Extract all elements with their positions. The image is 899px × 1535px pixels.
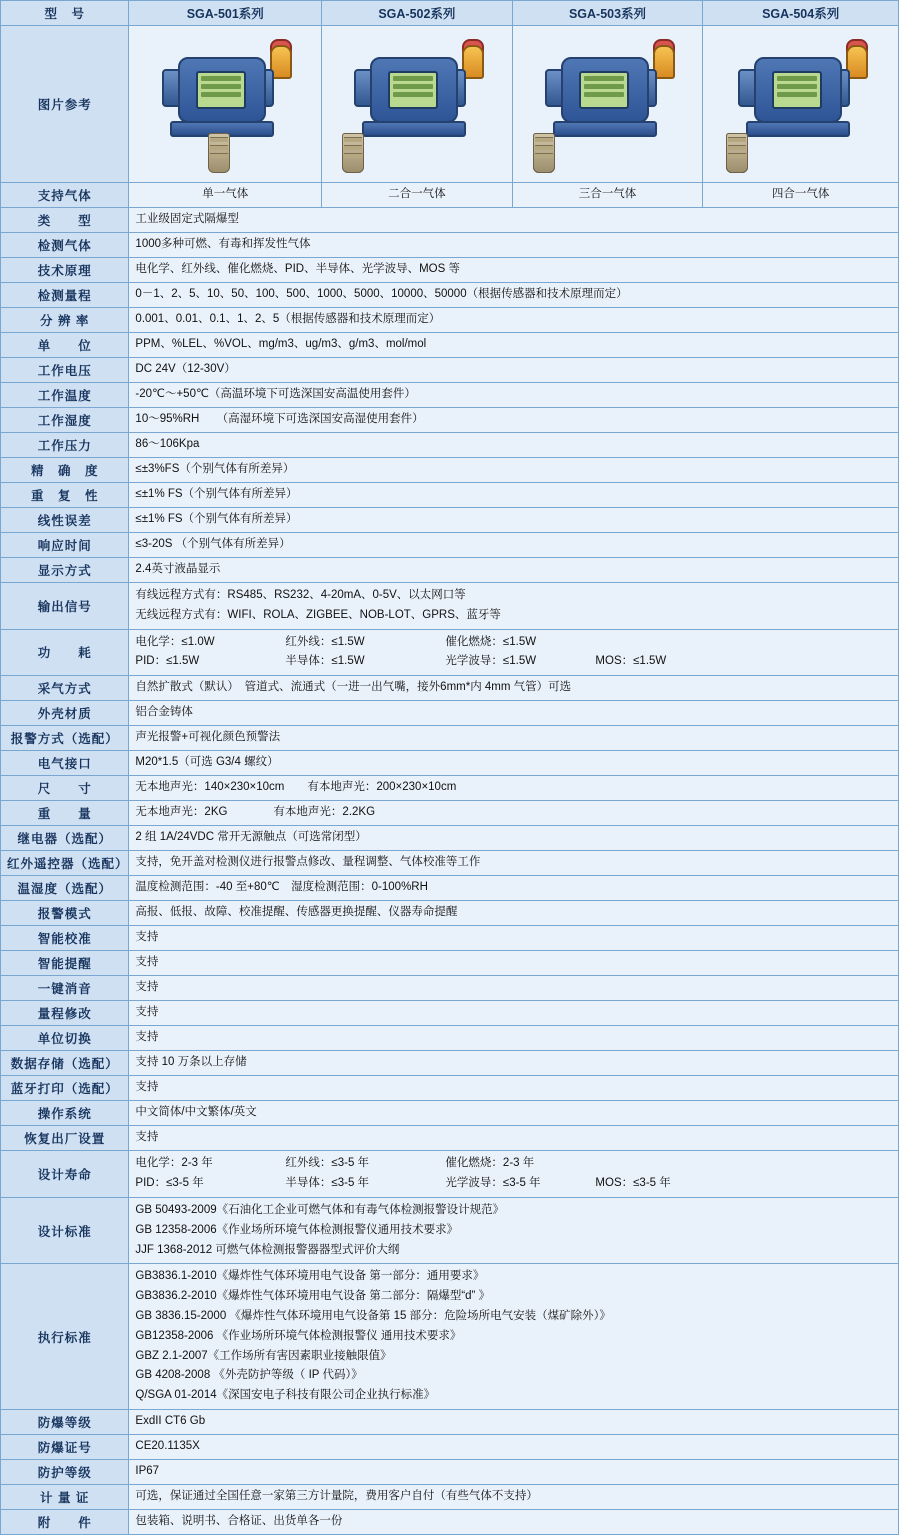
row-label-exec-standards: 执行标准 [1,1264,129,1410]
row-label: 报警模式 [1,901,129,926]
row-label: 精 确 度 [1,458,129,483]
row-label: 类 型 [1,208,129,233]
row-value: 电化学、红外线、催化燃烧、PID、半导体、光学波导、MOS 等 [129,258,899,283]
table-row [1,233,899,258]
row-label: 智能校准 [1,926,129,951]
row-label: 智能提醒 [1,951,129,976]
row-label: 工作压力 [1,433,129,458]
row-value: 1000多种可燃、有毒和挥发性气体 [129,233,899,258]
table-row [1,508,899,533]
table-row [1,1485,899,1510]
table-row-exec-standards [1,1264,899,1410]
exec-standard-item: GB 4208-2008 《外壳防护等级（ IP 代码）》 [135,1369,363,1382]
row-value: PPM、%LEL、%VOL、mg/m3、ug/m3、g/m3、mol/mol [129,333,899,358]
power-value-0: ≤1.0W [181,635,215,648]
row-value: 包装箱、说明书、合格证、出货单各一份 [129,1510,899,1535]
row-value: 铝合金铸体 [129,701,899,726]
lifespan-value-4: ≤3-5 年 [331,1177,370,1190]
row-value: 支持 [129,976,899,1001]
table-row-design-standards [1,1197,899,1263]
power-value-2: ≤1.5W [502,635,537,648]
row-label: 计 量 证 [1,1485,129,1510]
row-value-output-signal [129,583,899,630]
row-label: 防护等级 [1,1460,129,1485]
table-row-images [1,26,899,183]
table-row [1,308,899,333]
design-standard-item: JJF 1368-2012 可燃气体检测报警器器型式评价大纲 [135,1243,400,1256]
row-label: 电气接口 [1,751,129,776]
table-row [1,1026,899,1051]
power-name-4: 半导体： [285,655,332,668]
row-value: 工业级固定式隔爆型 [129,208,899,233]
table-row [1,776,899,801]
table-row [1,533,899,558]
table-row [1,1410,899,1435]
row-value: 86～106Kpa [129,433,899,458]
supported-gas-2: 二合一气体 [322,183,513,208]
exec-standard-item: GBZ 2.1-2007《工作场所有害因素职业接触限值》 [135,1349,392,1362]
row-label: 报警方式（选配） [1,726,129,751]
lifespan-name-4: 半导体： [285,1177,332,1190]
supported-gas-4: 四合一气体 [703,183,899,208]
row-label: 工作湿度 [1,408,129,433]
row-value: 支持，免开盖对检测仪进行报警点修改、量程调整、气体校准等工作 [129,851,899,876]
row-value: ≤3-20S （个别气体有所差异） [129,533,899,558]
exec-standard-item: GB3836.1-2010《爆炸性气体环境用电气设备 第一部分：通用要求》 [135,1270,485,1283]
lifespan-name-1: 红外线： [285,1157,332,1170]
row-label: 蓝牙打印（选配） [1,1076,129,1101]
row-label: 继电器（选配） [1,826,129,851]
row-label-model: 型 号 [1,1,129,26]
table-row [1,701,899,726]
row-value-lifespan [129,1151,899,1198]
design-standard-item: GB 50493-2009《石油化工企业可燃气体和有毒气体检测报警设计规范》 [135,1203,505,1216]
row-label: 防爆等级 [1,1410,129,1435]
detector-4-sensor-icon [726,33,876,175]
table-row-model [1,1,899,26]
table-row [1,558,899,583]
row-value: 支持 10 万条以上存储 [129,1051,899,1076]
exec-standard-item: GB12358-2006 《作业场所环境气体检测报警仪 通用技术要求》 [135,1329,462,1342]
row-value: 高报、低报、故障、校准提醒、传感器更换提醒、仪器寿命提醒 [129,901,899,926]
row-value: 无本地声光：2KG 有本地声光：2.2KG [129,801,899,826]
row-value: 支持 [129,1001,899,1026]
row-label-output-signal: 输出信号 [1,583,129,630]
row-label-image-reference: 图片参考 [1,26,129,183]
row-value: 支持 [129,926,899,951]
model-header-3: SGA-503系列 [512,1,703,26]
row-value: ≤±1% FS（个别气体有所差异） [129,483,899,508]
row-value: M20*1.5（可选 G3/4 螺纹） [129,751,899,776]
table-row [1,483,899,508]
supported-gas-3: 三合一气体 [512,183,703,208]
row-value: 无本地声光：140×230×10cm 有本地声光：200×230×10cm [129,776,899,801]
row-label: 尺 寸 [1,776,129,801]
table-row [1,751,899,776]
table-row-lifespan [1,1151,899,1198]
power-value-4: ≤1.5W [331,655,365,668]
table-row [1,876,899,901]
row-label: 数据存储（选配） [1,1051,129,1076]
table-row [1,258,899,283]
row-label: 重 复 性 [1,483,129,508]
row-value-design-standards [129,1197,899,1263]
lifespan-value-1: ≤3-5 年 [331,1157,370,1170]
power-name-0: 电化学： [135,635,182,648]
table-row [1,1001,899,1026]
table-row [1,208,899,233]
power-value-6: ≤1.5W [633,655,667,668]
row-value: 0－1、2、5、10、50、100、500、1000、5000、10000、50000（根据传感器和技术原理而定） [129,283,899,308]
design-standard-item: GB 12358-2006《作业场所环境气体检测报警仪通用技术要求》 [135,1223,459,1236]
table-row [1,1076,899,1101]
table-row [1,358,899,383]
row-value: CE20.1135X [129,1435,899,1460]
row-label: 红外遥控器（选配） [1,851,129,876]
table-row [1,676,899,701]
detector-1-sensor-icon [150,33,300,175]
table-row [1,976,899,1001]
row-value: 2 组 1A/24VDC 常开无源触点（可选常闭型） [129,826,899,851]
row-label: 线性误差 [1,508,129,533]
lifespan-name-6: MOS： [595,1177,634,1190]
power-value-3: ≤1.5W [166,655,200,668]
table-row [1,1126,899,1151]
row-value: 支持 [129,1026,899,1051]
row-value: 声光报警+可视化颜色预警法 [129,726,899,751]
power-name-5: 光学波导： [445,655,503,668]
row-value: 2.4英寸液晶显示 [129,558,899,583]
row-value: 10～95%RH （高湿环境下可选深国安高湿使用套件） [129,408,899,433]
power-name-2: 催化燃烧： [445,635,503,648]
row-value: 支持 [129,951,899,976]
row-label-power: 功 耗 [1,629,129,676]
row-label: 外壳材质 [1,701,129,726]
row-label: 采气方式 [1,676,129,701]
row-label: 技术原理 [1,258,129,283]
lifespan-name-3: PID： [135,1177,167,1190]
table-row [1,901,899,926]
row-label: 恢复出厂设置 [1,1126,129,1151]
table-row [1,926,899,951]
row-value: 支持 [129,1076,899,1101]
row-value: 中文简体/中文繁体/英文 [129,1101,899,1126]
table-row-power [1,629,899,676]
row-value-power [129,629,899,676]
power-name-1: 红外线： [285,635,332,648]
row-label: 分 辨 率 [1,308,129,333]
table-row-output-signal [1,583,899,630]
row-label: 检测气体 [1,233,129,258]
table-row [1,408,899,433]
product-image-cell-3 [512,26,703,183]
row-label: 响应时间 [1,533,129,558]
row-label: 检测量程 [1,283,129,308]
lifespan-name-0: 电化学： [135,1157,182,1170]
table-row [1,726,899,751]
lifespan-value-6: ≤3-5 年 [633,1177,671,1190]
table-row [1,851,899,876]
power-name-3: PID： [135,655,167,668]
product-image-cell-2 [322,26,513,183]
power-value-5: ≤1.5W [502,655,537,668]
model-header-1: SGA-501系列 [129,1,322,26]
exec-standard-item: GB3836.2-2010《爆炸性气体环境用电气设备 第二部分：隔爆型“d” 》 [135,1290,491,1303]
row-value: 自然扩散式（默认） 管道式、流通式（一进一出气嘴，接外6mm*内 4mm 气管）可选 [129,676,899,701]
output-signal-wireless: 无线远程方式有：WIFI、ROLA、ZIGBEE、NOB-LOT、GPRS、蓝牙等 [135,608,501,621]
table-row [1,1460,899,1485]
row-value: 温度检测范围：-40 至+80℃ 湿度检测范围：0-100%RH [129,876,899,901]
row-value: -20℃～+50℃（高温环境下可选深国安高温使用套件） [129,383,899,408]
table-row [1,826,899,851]
row-label-lifespan: 设计寿命 [1,1151,129,1198]
row-label: 操作系统 [1,1101,129,1126]
row-label: 工作电压 [1,358,129,383]
power-value-1: ≤1.5W [331,635,365,648]
table-row [1,333,899,358]
lifespan-value-5: ≤3-5 年 [502,1177,541,1190]
row-label-design-standards: 设计标准 [1,1197,129,1263]
row-label: 附 件 [1,1510,129,1535]
table-row [1,1051,899,1076]
table-row [1,1510,899,1535]
table-row [1,951,899,976]
lifespan-name-2: 催化燃烧： [445,1157,503,1170]
detector-3-sensor-icon [533,33,683,175]
supported-gas-1: 单一气体 [129,183,322,208]
row-value: 支持 [129,1126,899,1151]
exec-standard-item: Q/SGA 01-2014《深国安电子科技有限公司企业执行标准》 [135,1389,436,1402]
row-value: IP67 [129,1460,899,1485]
lifespan-value-2: 2-3 年 [502,1157,535,1170]
model-header-2: SGA-502系列 [322,1,513,26]
product-image-cell-1 [129,26,322,183]
row-label: 重 量 [1,801,129,826]
output-signal-wired: 有线远程方式有：RS485、RS232、4-20mA、0-5V、以太网口等 [135,589,466,601]
lifespan-name-5: 光学波导： [445,1177,503,1190]
product-image-cell-4 [703,26,899,183]
row-label: 温湿度（选配） [1,876,129,901]
lifespan-value-3: ≤3-5 年 [166,1177,204,1190]
table-row [1,1435,899,1460]
table-row-supported-gas [1,183,899,208]
table-row [1,433,899,458]
row-label: 显示方式 [1,558,129,583]
detector-2-sensor-icon [342,33,492,175]
row-label: 单 位 [1,333,129,358]
row-label-supported-gas: 支持气体 [1,183,129,208]
table-row [1,283,899,308]
lifespan-value-0: 2-3 年 [181,1157,213,1170]
row-value: 可选，保证通过全国任意一家第三方计量院，费用客户自付（有些气体不支持） [129,1485,899,1510]
row-value: DC 24V（12-30V） [129,358,899,383]
row-label: 量程修改 [1,1001,129,1026]
row-label: 一键消音 [1,976,129,1001]
row-value: ExdII CT6 Gb [129,1410,899,1435]
exec-standard-item: GB 3836.15-2000 《爆炸性气体环境用电气设备第 15 部分：危险场所电气安装（煤矿除外）》 [135,1309,611,1322]
row-value: ≤±3%FS（个别气体有所差异） [129,458,899,483]
model-header-4: SGA-504系列 [703,1,899,26]
row-label: 防爆证号 [1,1435,129,1460]
table-row [1,383,899,408]
row-value-exec-standards [129,1264,899,1410]
power-name-6: MOS： [595,655,634,668]
table-row [1,458,899,483]
row-value: 0.001、0.01、0.1、1、2、5（根据传感器和技术原理而定） [129,308,899,333]
row-label: 单位切换 [1,1026,129,1051]
row-label: 工作温度 [1,383,129,408]
table-row [1,801,899,826]
row-value: ≤±1% FS（个别气体有所差异） [129,508,899,533]
table-row [1,1101,899,1126]
